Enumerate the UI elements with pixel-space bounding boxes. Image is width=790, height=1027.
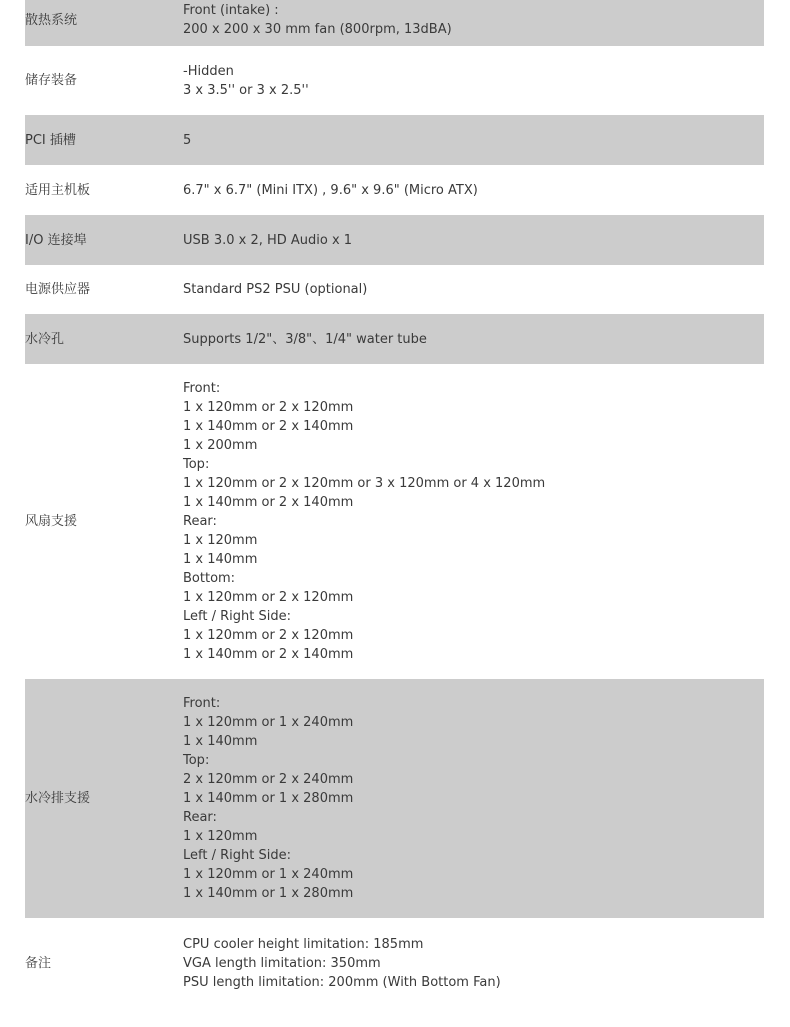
spec-value-line: USB 3.0 x 2, HD Audio x 1 [183, 233, 353, 248]
spec-value-line: Top: [183, 457, 210, 472]
spec-value-line: CPU cooler height limitation: 185mm [183, 937, 424, 952]
spec-value-line: Bottom: [183, 571, 236, 586]
spec-value [183, 694, 353, 903]
spec-value-line: 6.7" x 6.7" (Mini ITX) , 9.6" x 9.6" (Micro ATX) [183, 183, 478, 198]
spec-label: PCI 插槽 [25, 133, 76, 148]
spec-value-line: 1 x 120mm [183, 829, 258, 844]
spec-value-line: 1 x 140mm or 2 x 140mm [183, 419, 354, 434]
spec-label: 水冷孔 [25, 332, 65, 347]
spec-value-line: 1 x 140mm or 2 x 140mm [183, 647, 354, 662]
spec-value-line: 1 x 120mm or 2 x 120mm [183, 400, 354, 415]
spec-value-line: 5 [183, 133, 192, 148]
spec-value-line: 1 x 120mm or 2 x 120mm [183, 628, 354, 643]
spec-row-motherboard [25, 165, 764, 215]
spec-value [183, 62, 309, 100]
spec-value-line: Rear: [183, 810, 217, 825]
spec-value-line: 2 x 120mm or 2 x 240mm [183, 772, 354, 787]
spec-label: I/O 连接埠 [25, 233, 87, 248]
spec-value [183, 379, 545, 664]
spec-value [183, 935, 501, 992]
spec-row-notes [25, 918, 764, 1009]
spec-row-fan-support [25, 364, 764, 679]
spec-value-line: Supports 1/2"、3/8"、1/4" water tube [183, 332, 427, 347]
spec-value [183, 1, 452, 39]
spec-value-line: Front (intake) : [183, 3, 279, 18]
spec-label: 电源供应器 [25, 282, 91, 297]
spec-label: 适用主机板 [25, 183, 91, 198]
spec-value-line: 1 x 120mm or 2 x 120mm or 3 x 120mm or 4 x 120mm [183, 476, 546, 491]
spec-value-line: -Hidden [183, 64, 234, 79]
spec-row-radiator-support [25, 679, 764, 918]
spec-value-line: 1 x 140mm or 1 x 280mm [183, 886, 354, 901]
spec-label: 散热系统 [25, 13, 78, 28]
spec-value-line: PSU length limitation: 200mm (With Bottom Fan) [183, 975, 501, 990]
spec-row-pci-slots [25, 115, 764, 165]
spec-value-line: 1 x 120mm [183, 533, 258, 548]
spec-row-cooling-system [25, 0, 764, 46]
spec-row-storage [25, 46, 764, 115]
spec-value-line: VGA length limitation: 350mm [183, 956, 381, 971]
spec-row-water-cooling-holes [25, 314, 764, 364]
spec-value-line: 1 x 140mm or 2 x 140mm [183, 495, 354, 510]
spec-value-line: 1 x 140mm [183, 734, 258, 749]
spec-value-line: Front: [183, 381, 221, 396]
spec-value-line: 200 x 200 x 30 mm fan (800rpm, 13dBA) [183, 22, 452, 37]
spec-table [25, 0, 764, 1009]
spec-value-line: 1 x 120mm or 1 x 240mm [183, 715, 354, 730]
spec-label: 储存装备 [25, 73, 78, 88]
spec-value-line: Standard PS2 PSU (optional) [183, 282, 368, 297]
spec-value-line: Left / Right Side: [183, 609, 291, 624]
spec-label: 风扇支援 [25, 514, 78, 529]
spec-row-io-ports [25, 215, 764, 265]
spec-label: 水冷排支援 [25, 791, 91, 806]
spec-value [183, 280, 367, 299]
spec-value-line: 3 x 3.5'' or 3 x 2.5'' [183, 83, 309, 98]
spec-value [183, 330, 427, 349]
spec-label: 备注 [25, 956, 52, 971]
spec-row-power-supply [25, 265, 764, 314]
spec-value-line: Front: [183, 696, 221, 711]
spec-value-line: 1 x 200mm [183, 438, 258, 453]
spec-value [183, 181, 478, 200]
spec-value-line: Left / Right Side: [183, 848, 291, 863]
spec-value-line: 1 x 120mm or 1 x 240mm [183, 867, 354, 882]
spec-value-line: 1 x 120mm or 2 x 120mm [183, 590, 354, 605]
spec-value-line: Top: [183, 753, 210, 768]
spec-value-line: 1 x 140mm or 1 x 280mm [183, 791, 354, 806]
spec-value-line: 1 x 140mm [183, 552, 258, 567]
spec-value-line: Rear: [183, 514, 217, 529]
spec-value [183, 231, 352, 250]
spec-value [183, 131, 191, 150]
